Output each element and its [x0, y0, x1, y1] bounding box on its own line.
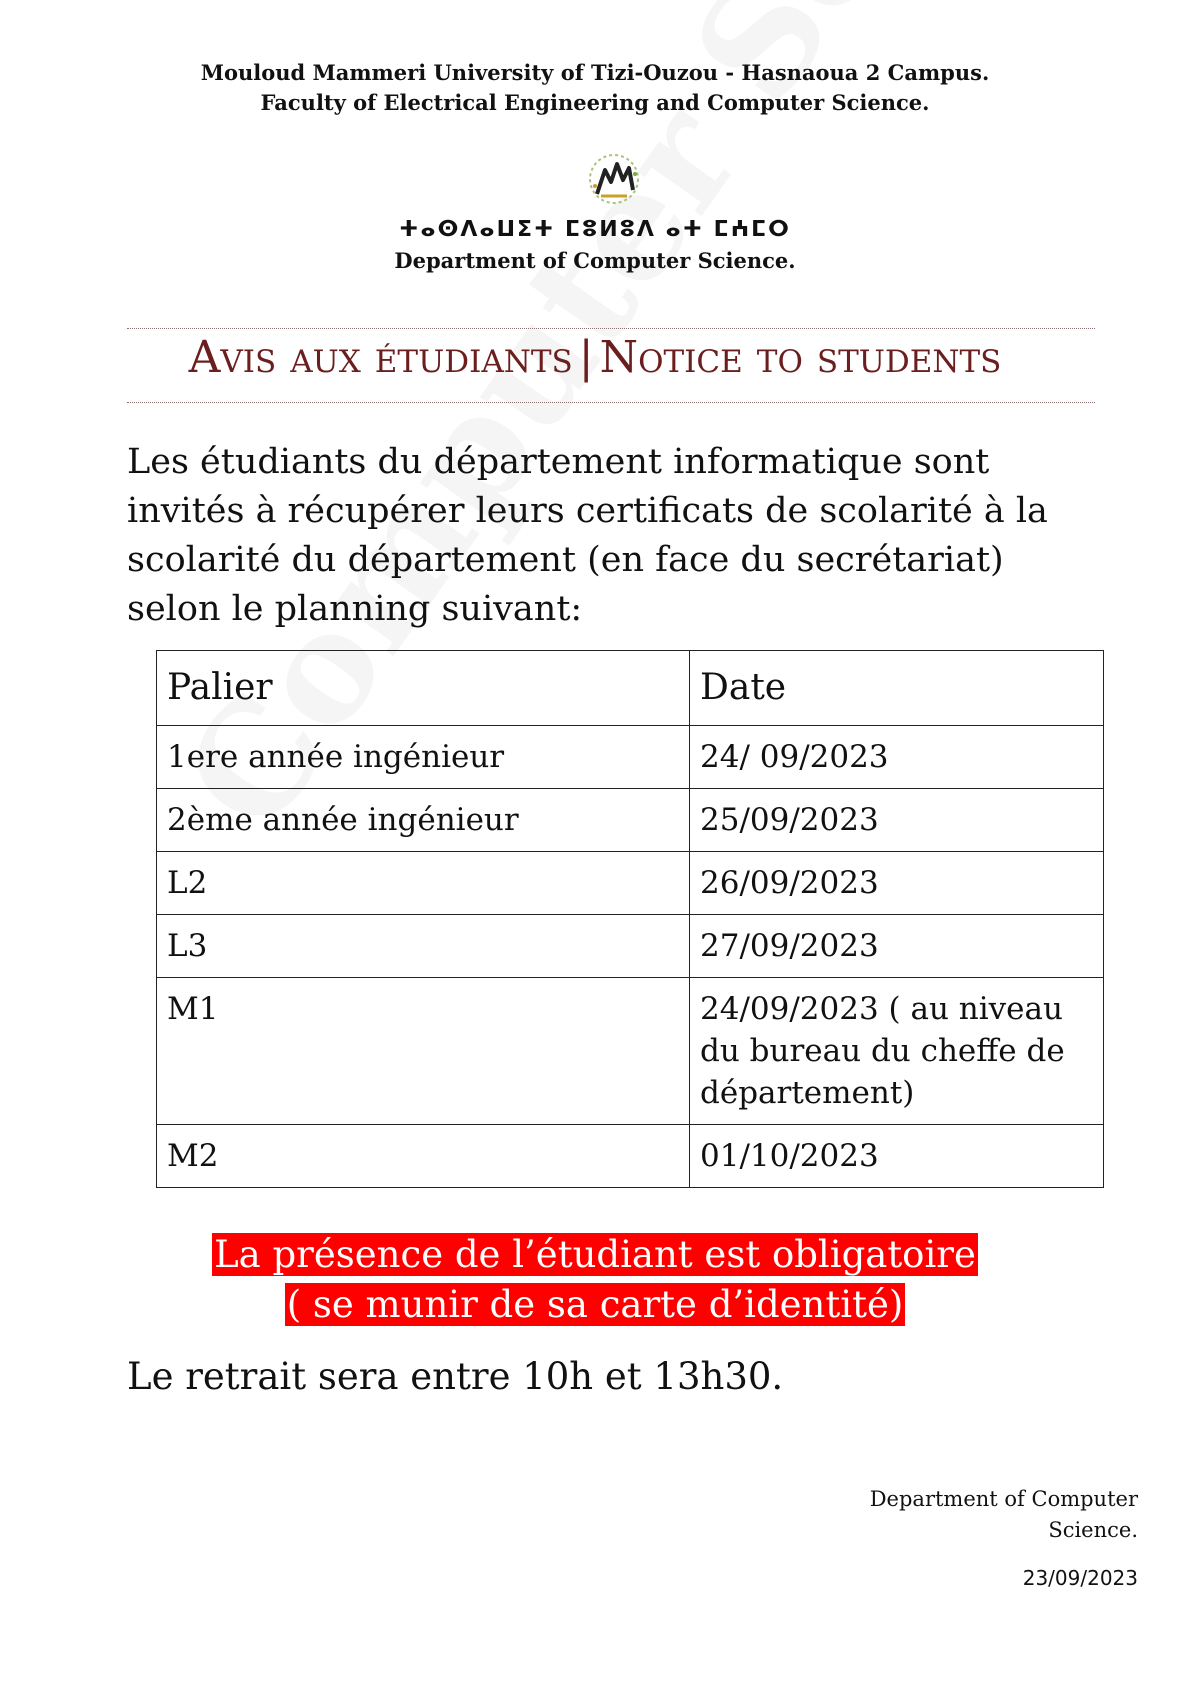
table-row: [157, 978, 1104, 1125]
signature-line-2: Science.: [1048, 1518, 1138, 1542]
table-header-row: [157, 651, 1104, 726]
notice-line-2: ( se munir de sa carte d’identité): [286, 1283, 904, 1326]
palier-cell: L3: [157, 915, 690, 978]
palier-cell: M2: [157, 1125, 690, 1188]
date-cell: 26/09/2023: [690, 852, 1104, 915]
university-name: Mouloud Mammeri University of Tizi-Ouzou - Hasnaoua 2 Campus.: [200, 60, 990, 85]
faculty-name: Faculty of Electrical Engineering and Computer Science.: [260, 90, 930, 115]
header: [0, 58, 1190, 118]
university-emblem-icon: [583, 150, 645, 208]
table-row: [157, 726, 1104, 789]
title-fr: Avis aux étudiants: [188, 332, 573, 383]
title-separator: |: [578, 332, 594, 383]
intro-paragraph: Les étudiants du département informatique sont invités à récupérer leurs certificats de scolarité à la scolarité du département (en face du secrétariat) selon le planning suivant:: [127, 442, 1048, 629]
date-cell: 25/09/2023: [690, 789, 1104, 852]
page-title: [0, 332, 1190, 383]
table-row: [157, 1125, 1104, 1188]
palier-cell: 1ere année ingénieur: [157, 726, 690, 789]
signature-block: [870, 1484, 1138, 1546]
notice-line-1: La présence de l’étudiant est obligatoire: [214, 1233, 976, 1276]
top-divider: [127, 328, 1095, 329]
table-row: [157, 915, 1104, 978]
header-date: Date: [690, 651, 1104, 726]
palier-cell: L2: [157, 852, 690, 915]
date-cell: 24/09/2023 ( au niveau du bureau du cheffe de département): [690, 978, 1104, 1125]
palier-cell: 2ème année ingénieur: [157, 789, 690, 852]
pickup-hours: Le retrait sera entre 10h et 13h30.: [127, 1355, 784, 1398]
table-row: [157, 852, 1104, 915]
bottom-divider: [127, 402, 1095, 403]
department-name: Department of Computer Science.: [394, 248, 796, 273]
header-palier: Palier: [157, 651, 690, 726]
signature-line-1: Department of Computer: [869, 1487, 1138, 1511]
date-cell: 27/09/2023: [690, 915, 1104, 978]
table-row: [157, 789, 1104, 852]
title-en: Notice to students: [599, 332, 1002, 383]
mandatory-notice: [0, 1230, 1190, 1330]
tifinagh-title: ⵜⴰⵙⴷⴰⵡⵉⵜ ⵎⵓⵍⵓⴷ ⴰⵜ ⵎⵄⵎⵔ: [399, 217, 791, 242]
palier-cell: M1: [157, 978, 690, 1125]
date-cell: 01/10/2023: [690, 1125, 1104, 1188]
schedule-table: [156, 650, 1104, 1188]
date-cell: 24/ 09/2023: [690, 726, 1104, 789]
signature-date: 23/09/2023: [1022, 1566, 1138, 1590]
